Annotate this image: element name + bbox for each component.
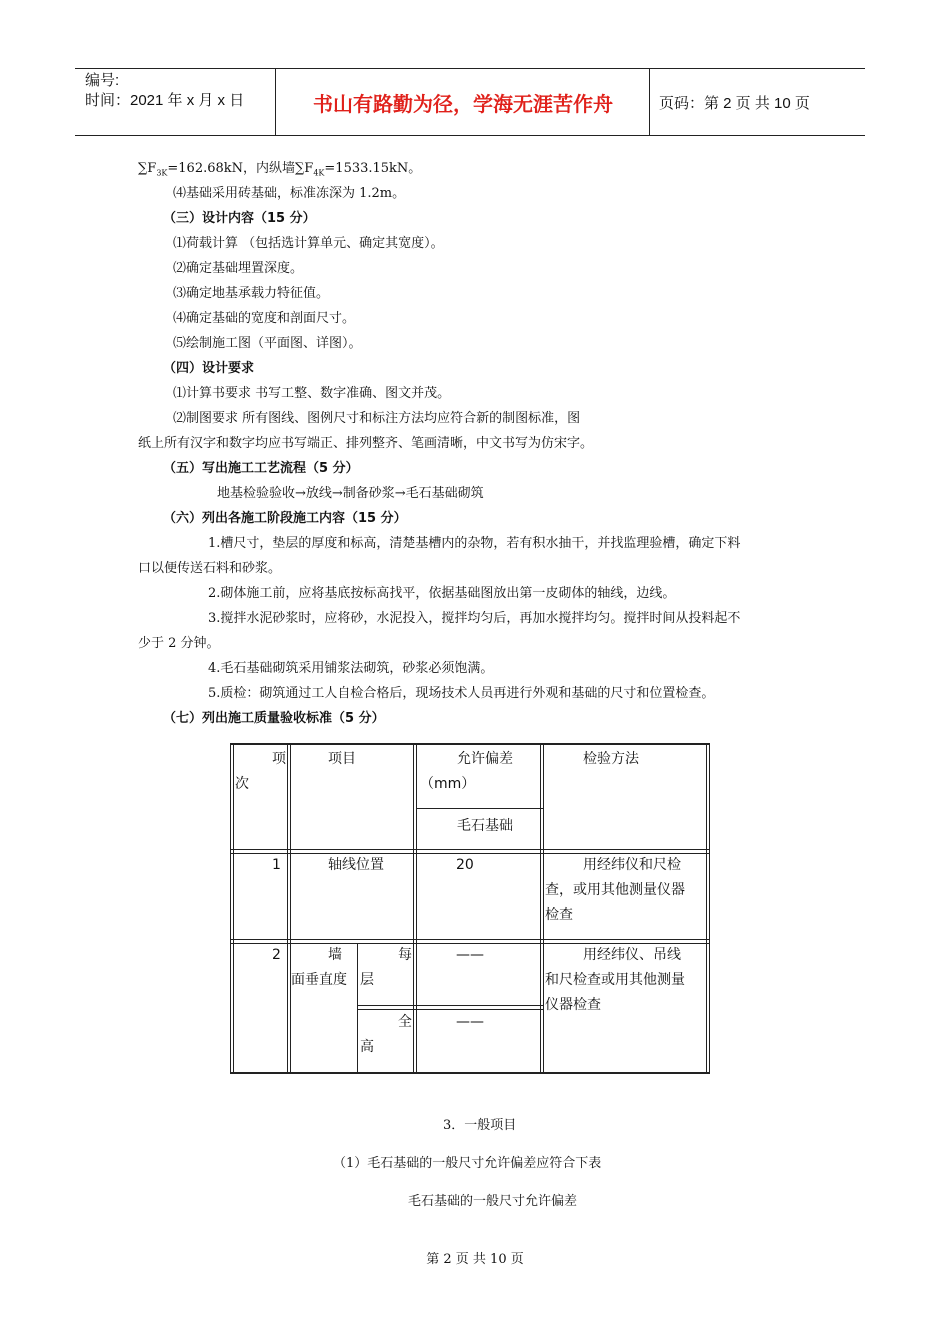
paragraph: 少于 2 分钟。 bbox=[138, 636, 220, 651]
section-heading: （四）设计要求 bbox=[163, 361, 255, 376]
row2-method-line3: 仪器检查 bbox=[545, 997, 601, 1013]
paragraph: 5.质检：砌筑通过工人自检合格后，现场技术人员再进行外观和基础的尺寸和位置检查。 bbox=[208, 686, 715, 701]
row2-sub1-char1: 每 bbox=[398, 947, 412, 963]
list-item: ⑴计算书要求 书写工整、数字准确、图文并茂。 bbox=[173, 386, 451, 401]
row2-item-char1: 墙 bbox=[328, 947, 342, 963]
header-seq-char2: 次 bbox=[235, 776, 249, 792]
page-footer: 第 2 页 共 10 页 bbox=[426, 1252, 524, 1267]
doc-number-label: 编号: bbox=[85, 72, 120, 89]
row1-method-line3: 检查 bbox=[545, 907, 573, 923]
header-page-info: 页码：第 2 页 共 10 页 bbox=[659, 94, 810, 112]
paragraph: 4.毛石基础砌筑采用铺浆法砌筑，砂浆必须饱满。 bbox=[208, 661, 494, 676]
doc-date-label: 时间：2021 年 x 月 x 日 bbox=[85, 92, 245, 109]
row2-method-line2: 和尺检查或用其他测量 bbox=[545, 972, 685, 988]
page-header bbox=[75, 68, 865, 136]
row2-sub2-char1: 全 bbox=[398, 1014, 412, 1030]
row2-tolerance-total: —— bbox=[456, 1014, 484, 1030]
paragraph: （1）毛石基础的一般尺寸允许偏差应符合下表 bbox=[333, 1156, 602, 1171]
table-caption: 毛石基础的一般尺寸允许偏差 bbox=[408, 1194, 578, 1209]
load-sum-line: $\sum F_{3K}=162.68kN$，内纵墙$\sum F_{4K}=1533.15kN$。 bbox=[138, 161, 422, 178]
header-item: 项目 bbox=[328, 751, 356, 767]
header-tolerance-unit: （mm） bbox=[420, 776, 476, 792]
section-heading: （六）列出各施工阶段施工内容（15 分） bbox=[163, 511, 407, 526]
header-tolerance-sub: 毛石基础 bbox=[457, 818, 513, 834]
list-item: ⑵确定基础埋置深度。 bbox=[173, 261, 304, 276]
row2-sub2-char2: 高 bbox=[360, 1039, 374, 1055]
row2-tolerance-floor: —— bbox=[456, 947, 484, 963]
header-method: 检验方法 bbox=[583, 751, 639, 767]
paragraph: 1.槽尺寸，垫层的厚度和标高，清楚基槽内的杂物，若有积水抽干，并找监理验槽，确定下料 bbox=[208, 536, 741, 551]
row1-tolerance: 20 bbox=[456, 857, 474, 873]
paragraph: 纸上所有汉字和数字均应书写端正、排列整齐、笔画清晰，中文书写为仿宋字。 bbox=[138, 436, 594, 451]
list-item: ⑶确定地基承载力特征值。 bbox=[173, 286, 330, 301]
process-flow: 地基检验验收→放线→制备砂浆→毛石基础砌筑 bbox=[217, 486, 484, 501]
list-item: ⑸绘制施工图（平面图、详图）。 bbox=[173, 336, 362, 351]
header-divider bbox=[275, 69, 276, 135]
section-heading: （五）写出施工工艺流程（5 分） bbox=[163, 461, 359, 476]
header-seq-char1: 项 bbox=[272, 751, 286, 767]
row1-item: 轴线位置 bbox=[328, 857, 384, 873]
row2-sub1-char2: 层 bbox=[360, 972, 374, 988]
row2-item-rest: 面垂直度 bbox=[291, 972, 347, 988]
paragraph: 3.搅拌水泥砂浆时，应将砂，水泥投入，搅拌均匀后，再加水搅拌均匀。搅拌时间从投料起不 bbox=[208, 611, 741, 626]
section-heading: （七）列出施工质量验收标准（5 分） bbox=[163, 711, 385, 726]
row1-method-line2: 查，或用其他测量仪器 bbox=[545, 882, 685, 898]
paragraph: ⑷基础采用砖基础，标准冻深为 1.2m。 bbox=[173, 186, 406, 201]
paragraph: 2.砌体施工前，应将基底按标高找平，依据基础图放出第一皮砌体的轴线，边线。 bbox=[208, 586, 676, 601]
row1-method-line1: 用经纬仪和尺检 bbox=[583, 857, 681, 873]
section-heading: （三）设计内容（15 分） bbox=[163, 211, 316, 226]
header-divider bbox=[649, 69, 650, 135]
list-item: ⑷确定基础的宽度和剖面尺寸。 bbox=[173, 311, 356, 326]
row2-method-line1: 用经纬仪、吊线 bbox=[583, 947, 681, 963]
paragraph: 口以便传送石料和砂浆。 bbox=[138, 561, 282, 576]
subsection-title: 3．一般项目 bbox=[443, 1118, 517, 1133]
list-item: ⑵制图要求 所有图线、图例尺寸和标注方法均应符合新的制图标准，图 bbox=[173, 411, 581, 426]
quality-table bbox=[230, 743, 710, 1074]
row2-seq: 2 bbox=[272, 947, 281, 963]
header-motto: 书山有路勤为径，学海无涯苦作舟 bbox=[313, 91, 613, 116]
list-item: ⑴荷载计算 （包括选计算单元、确定其宽度）。 bbox=[173, 236, 444, 251]
header-tolerance: 允许偏差 bbox=[457, 751, 513, 767]
row1-seq: 1 bbox=[272, 857, 281, 873]
header-meta bbox=[85, 71, 244, 111]
